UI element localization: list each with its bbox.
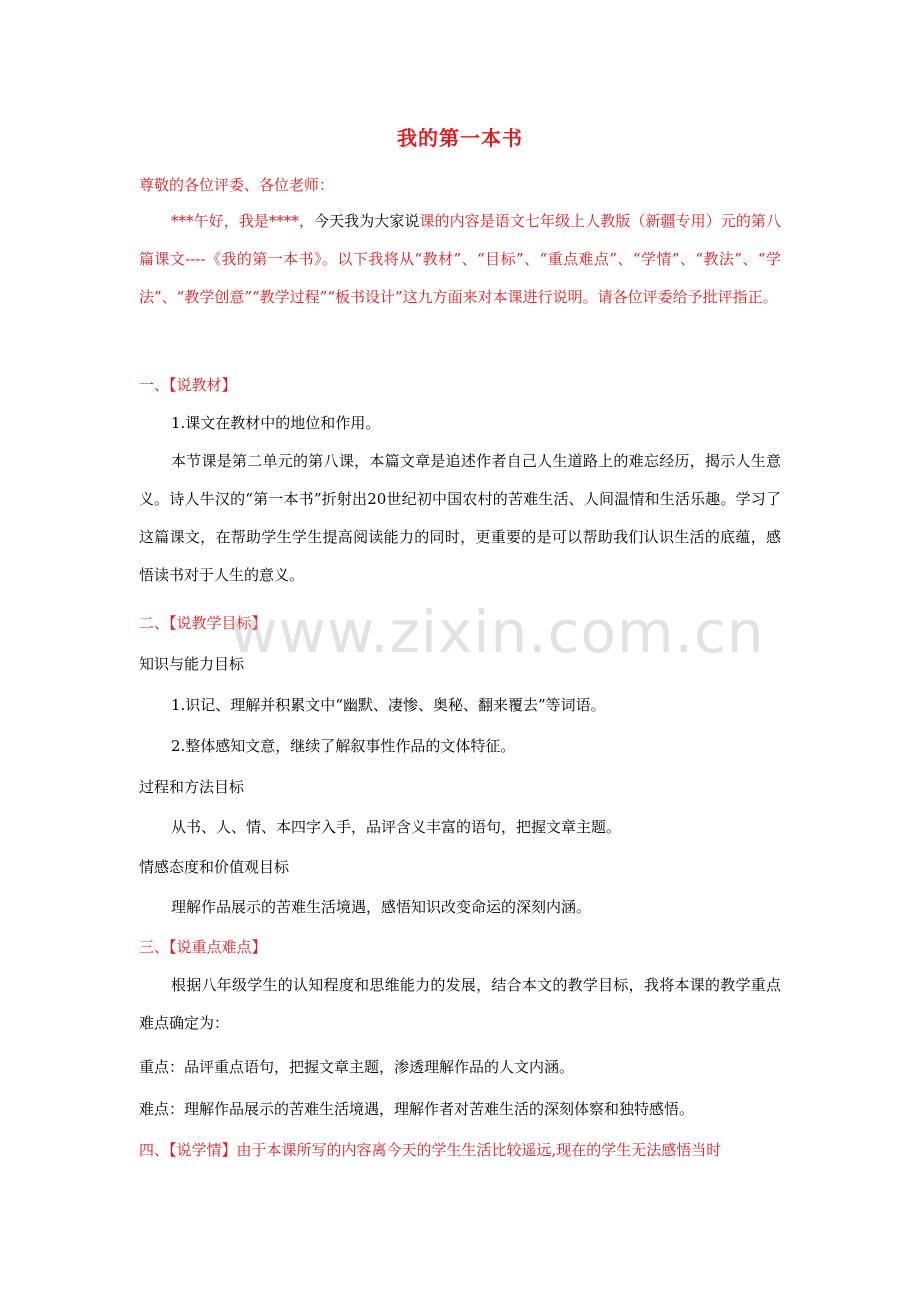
section1-item1: 1.课文在教材中的地位和作用。	[171, 414, 381, 432]
section2-text3: 理解作品展示的苦难生活境遇，感悟知识改变命运的深刻内涵。	[171, 898, 592, 916]
intro-part1: ***午好，我是****，	[171, 212, 315, 230]
intro-part3: 课的内容是语文七年级上人教版（新疆专用）元的第八篇课文----《我的第一本书》。以下我将从“教材”、“目标”、“重点难点”、“学情”、“教法”、“学法”、“教学创意”“教学过程”“板书设计”这九方面来对本课进行说明。请各位评委给予批评指正。	[139, 212, 781, 306]
section3-key: 重点：品评重点语句，把握文章主题，渗透理解作品的人文内涵。	[139, 1058, 575, 1076]
intro-paragraph	[139, 202, 781, 316]
section2-heading: 二、【说教学目标】	[139, 614, 267, 632]
section2-sub1: 知识与能力目标	[139, 655, 245, 673]
watermark: www.zixin.com.cn	[230, 598, 765, 666]
section1-body: 本节课是第二单元的第八课，本篇文章是追述作者自己人生道路上的难忘经历，揭示人生意义。诗人牛汉的“第一本书”折射出20世纪初中国农村的苦难生活、人间温情和生活乐趣。学习了这篇课文，在帮助学生学生提高阅读能力的同时，更重要的是可以帮助我们认识生活的底蕴，感悟读书对于人生的意义。	[139, 452, 781, 584]
section3-heading: 三、【说重点难点】	[139, 938, 267, 956]
section4-paragraph	[139, 1131, 781, 1169]
section2-item2: 2.整体感知文意，继续了解叙事性作品的文体特征。	[171, 737, 516, 755]
section1-heading: 一、【说教材】	[139, 376, 237, 394]
section4-body: 由于本课所写的内容离今天的学生生活比较遥远,现在的学生无法感悟当时	[236, 1141, 722, 1159]
section2-sub2: 过程和方法目标	[139, 778, 245, 796]
intro-part2: 今天我为大家说	[314, 212, 420, 230]
section3-body: 根据八年级学生的认知程度和思维能力的发展，结合本文的教学目标，我将本课的教学重点难点确定为：	[139, 976, 781, 1032]
section2-item1: 1.识记、理解并积累文中“幽默、凄惨、奥秘、翻来覆去”等词语。	[171, 696, 606, 714]
page-title: 我的第一本书	[397, 126, 523, 150]
greeting: 尊敬的各位评委、各位老师：	[139, 176, 335, 194]
section3-difficulty: 难点：理解作品展示的苦难生活境遇，理解作者对苦难生活的深刻体察和独特感悟。	[139, 1100, 695, 1118]
section2-sub3: 情感态度和价值观目标	[139, 858, 290, 876]
section2-text2: 从书、人、情、本四字入手，品评含义丰富的语句，把握文章主题。	[171, 818, 622, 836]
section4-heading: 四、【说学情】	[139, 1141, 237, 1159]
